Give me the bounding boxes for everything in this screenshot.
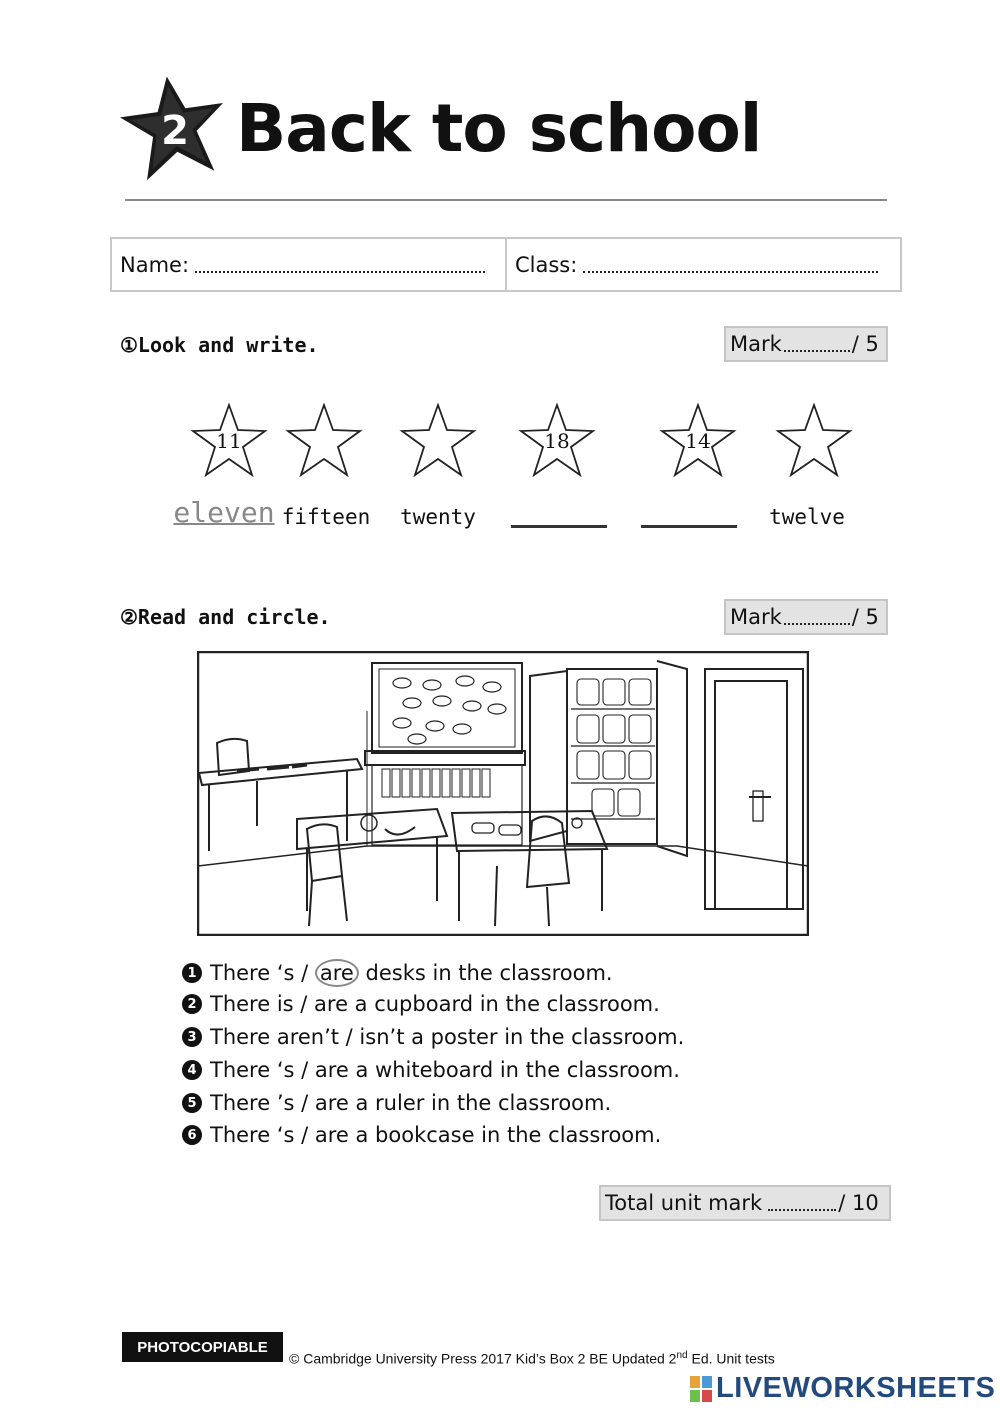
answer-blank-18[interactable] — [511, 525, 607, 528]
star-icon — [399, 403, 477, 479]
section2-heading: ②Read and circle. — [120, 605, 331, 629]
total-mark-box — [599, 1185, 891, 1221]
star-1 — [190, 403, 268, 479]
class-field[interactable] — [583, 257, 878, 273]
bullet-6: 6 — [182, 1125, 202, 1145]
sentence-4-text[interactable]: There ‘s / are a whiteboard in the classroom. — [210, 1058, 680, 1082]
copyright-sup: nd — [676, 1350, 688, 1361]
total-max: / 10 — [838, 1191, 879, 1215]
copyright-tail: Ed. Unit tests — [687, 1350, 775, 1367]
star-3 — [399, 403, 477, 479]
liveworksheets-logo[interactable] — [690, 1372, 995, 1405]
sentence-6[interactable] — [182, 1123, 661, 1147]
sentence-3[interactable] — [182, 1025, 684, 1049]
star-4 — [518, 403, 596, 479]
section1-heading: ①Look and write. — [120, 333, 319, 357]
sentence-1-end: desks in the classroom. — [358, 961, 613, 985]
mark-total: / 5 — [851, 605, 879, 629]
total-label: Total unit mark — [605, 1191, 763, 1215]
student-info-box — [110, 237, 902, 292]
copyright-text — [289, 1350, 775, 1367]
star-number: 18 — [544, 429, 570, 453]
star-number: 14 — [685, 429, 711, 453]
star-6 — [775, 403, 853, 479]
name-field[interactable] — [195, 257, 485, 273]
section1-mark-box — [724, 326, 888, 362]
page-title: Back to school — [236, 90, 762, 167]
sentence-5-text[interactable]: There ’s / are a ruler in the classroom. — [210, 1091, 612, 1115]
sentence-6-text[interactable]: There ‘s / are a bookcase in the classroom. — [210, 1123, 662, 1147]
copyright-main: © Cambridge University Press 2017 Kid’s Box 2 BE Updated 2 — [289, 1350, 677, 1367]
liveworksheets-badge-icon — [690, 1376, 712, 1402]
sentence-1 — [182, 959, 613, 987]
word-fifteen: fifteen — [281, 505, 371, 529]
section1-mark-field[interactable] — [784, 336, 850, 352]
section2-mark-box — [724, 599, 888, 635]
star-number: 11 — [216, 429, 242, 453]
sentence-3-text[interactable]: There aren’t / isn’t a poster in the classroom. — [210, 1025, 685, 1049]
bullet-2: 2 — [182, 994, 202, 1014]
photocopiable-badge: PHOTOCOPIABLE — [122, 1332, 283, 1362]
mark-label: Mark — [730, 605, 782, 629]
mark-total: / 5 — [851, 332, 879, 356]
title-divider — [125, 199, 887, 201]
class-label: Class: — [515, 252, 578, 277]
word-twenty: twenty — [400, 505, 476, 529]
classroom-picture — [197, 651, 809, 936]
sentence-4[interactable] — [182, 1058, 680, 1082]
star-2 — [285, 403, 363, 479]
bullet-4: 4 — [182, 1060, 202, 1080]
sentence-2[interactable] — [182, 992, 660, 1016]
word-twelve: twelve — [769, 505, 845, 529]
total-mark-field[interactable] — [768, 1195, 836, 1211]
bullet-1: 1 — [182, 963, 202, 983]
answer-blank-14[interactable] — [641, 525, 737, 528]
sentence-1-start: There ‘s / — [210, 961, 315, 985]
example-answer: eleven — [173, 496, 275, 529]
brand-text: LIVEWORKSHEETS — [716, 1372, 996, 1404]
class-cell[interactable] — [505, 239, 900, 290]
name-cell[interactable] — [112, 239, 505, 290]
name-label: Name: — [120, 252, 190, 277]
star-icon — [285, 403, 363, 479]
sentence-2-text[interactable]: There is / are a cupboard in the classroom. — [210, 992, 660, 1016]
bullet-3: 3 — [182, 1027, 202, 1047]
unit-number: 2 — [161, 108, 189, 154]
unit-number-star-icon — [118, 72, 230, 184]
bullet-5: 5 — [182, 1093, 202, 1113]
circled-answer[interactable]: are — [315, 959, 359, 987]
star-icon — [775, 403, 853, 479]
star-5 — [659, 403, 737, 479]
mark-label: Mark — [730, 332, 782, 356]
section2-mark-field[interactable] — [784, 609, 850, 625]
sentence-5[interactable] — [182, 1091, 611, 1115]
